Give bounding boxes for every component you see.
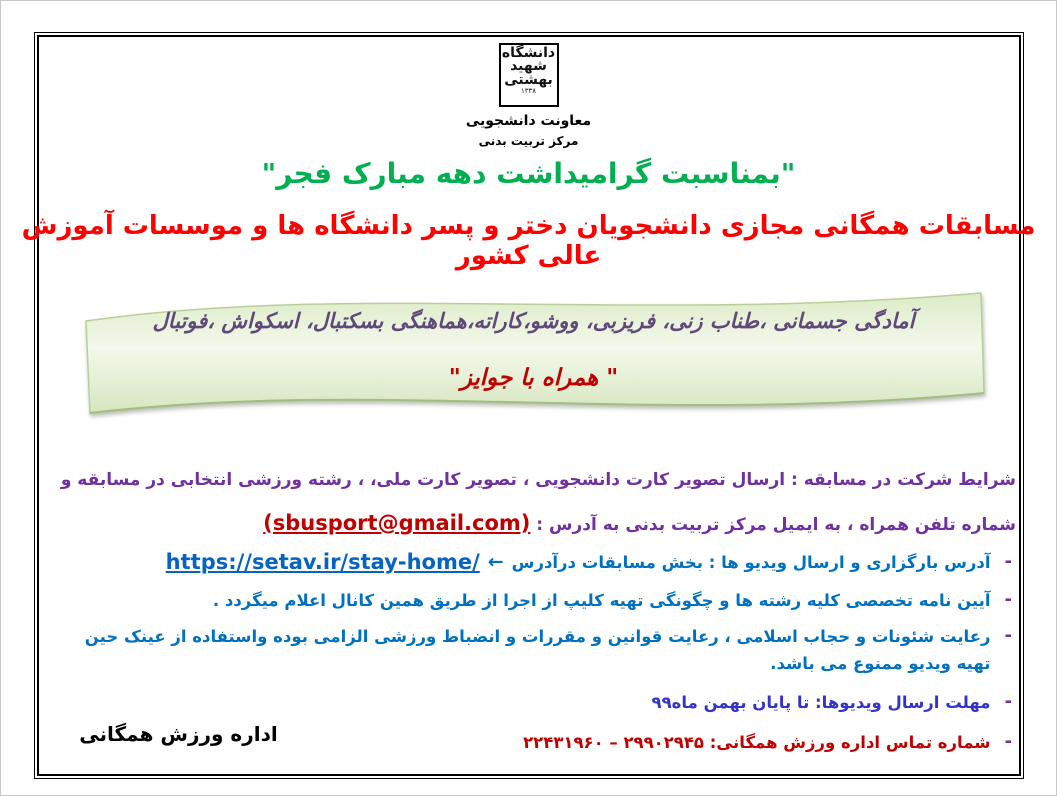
bullet-dress-code-text: رعایت شئونات و حجاب اسلامی ، رعایت قوانین و مقررات و انضباط ورزشی الزامی بوده واستفاده از عینک حین تهیه ویدیو ممنوع می باشد. [84, 627, 991, 673]
bullet-deadline-text: مهلت ارسال ویدیوها: تا پایان بهمن ماه۹۹ [651, 693, 991, 712]
bullet-dash: - [1004, 551, 1012, 572]
logo-wrap [1, 43, 1056, 107]
bullet-dash: - [1004, 691, 1012, 712]
flyer-content [1, 1, 1056, 795]
logo-year: ۱۳۳۸ [520, 86, 537, 95]
org-physical-education-center: مرکز تربیت بدنی [478, 134, 579, 148]
banner-sports-list: آمادگی جسمانی ،طناب زنی، فریزبی، ووشو،کاراته،هماهنگی بسکتبال، اسکواش ،فوتبال [152, 309, 915, 333]
bullet-regulations [46, 587, 1012, 614]
contact-email-link[interactable]: (sbusport@gmail.com) [263, 511, 531, 535]
logo-calligraphy-line2: شهید [510, 58, 547, 75]
conditions-paragraph [46, 459, 1016, 547]
conditions-line1: شرایط شرکت در مسابقه : ارسال تصویر کارت دانشجویی ، تصویر کارت ملی، ، رشته ورزشی انتخابی در مسابقه و [60, 470, 1016, 490]
bullet-deadline [46, 689, 1012, 716]
bullet-dress-code [46, 623, 1012, 677]
bullet-upload-address-text: آدرس بارگزاری و ارسال ویدیو ها : بخش مسابقات درآدرس [511, 553, 991, 572]
page-title: "بمناسبت گرامیداشت دهه مبارک فجر" [261, 157, 796, 190]
setav-url-link[interactable]: https://setav.ir/stay-home/ [165, 550, 480, 574]
banner-prizes-note: " همراه با جوایز" [448, 365, 619, 391]
bullet-contact-numbers-text: شماره تماس اداره ورزش همگانی: ۲۹۹۰۲۹۴۵ – ۲۲۴۳۱۹۶۰ [523, 733, 991, 752]
footer-department: اداره ورزش همگانی [79, 722, 278, 746]
wave-banner-shape [76, 277, 991, 433]
university-logo [499, 43, 559, 107]
org-student-deputy: معاونت دانشجویی [465, 113, 592, 129]
left-arrow-icon: ← [487, 551, 504, 573]
logo-calligraphy-line1: دانشگاه [501, 45, 556, 61]
bullet-dash: - [1004, 731, 1012, 752]
page-subtitle: مسابقات همگانی مجازی دانشجویان دختر و پسر دانشگاه ها و موسسات آموزش عالی کشور [21, 211, 1036, 271]
logo-calligraphy-line3: بهشتی [504, 71, 553, 88]
bullet-dash: - [1004, 589, 1012, 610]
bullet-dash: - [1004, 625, 1012, 646]
bullet-regulations-text: آیین نامه تخصصی کلیه رشته ها و چگونگی تهیه کلیپ از اجرا از طریق همین کانال اعلام میگردد . [212, 591, 991, 610]
wave-banner [76, 277, 991, 433]
conditions-line2-prefix: شماره تلفن همراه ، به ایمیل مرکز تربیت بدنی به آدرس : [530, 515, 1016, 535]
bullet-upload-address [46, 549, 1012, 576]
